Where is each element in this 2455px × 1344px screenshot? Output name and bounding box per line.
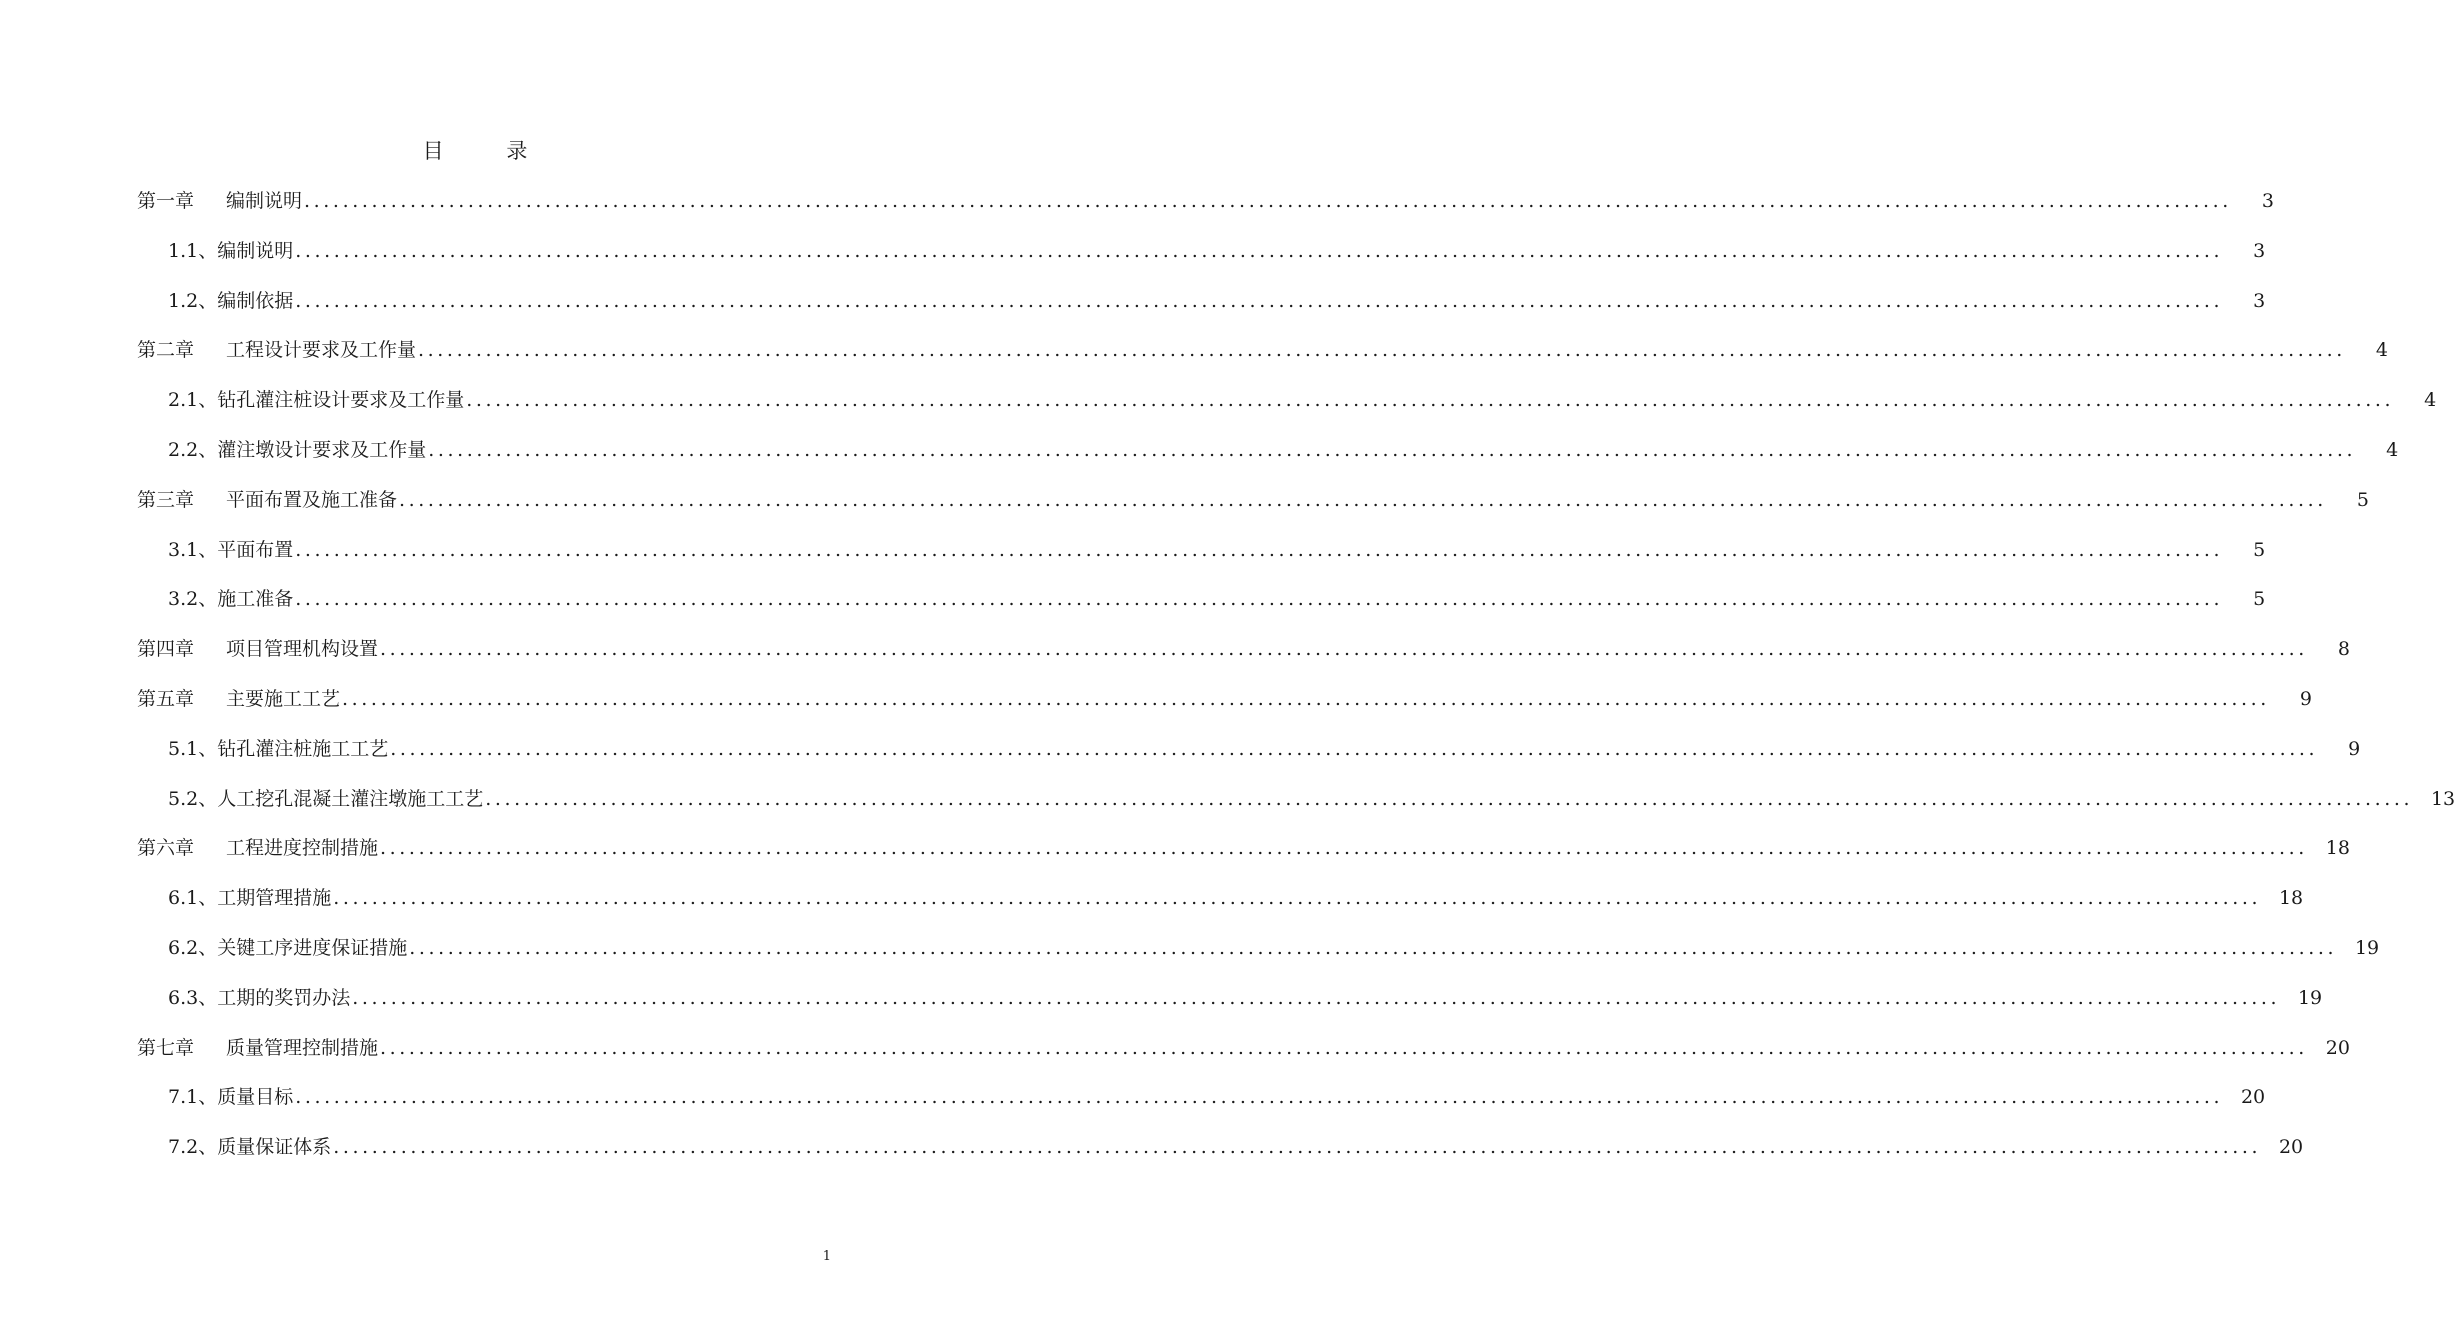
toc-entry-label <box>137 686 340 712</box>
toc-list <box>0 188 2455 1184</box>
toc-entry-page: 5 <box>2356 488 2369 511</box>
toc-dot-leader: ........................................................................................................................................................................................................ <box>399 488 2327 511</box>
toc-entry-label <box>168 786 483 812</box>
toc-entry-label <box>137 188 302 214</box>
toc-entry-text: 灌注墩设计要求及工作量 <box>217 438 427 461</box>
toc-entry-number: 第三章 <box>137 488 195 511</box>
toc-entry-page: 4 <box>2386 438 2399 461</box>
toc-entry-section[interactable] <box>0 586 2266 636</box>
toc-entry-page: 19 <box>2354 936 2380 959</box>
toc-entry-label <box>137 1035 378 1061</box>
toc-entry-section[interactable] <box>0 736 2361 786</box>
toc-entry-label <box>168 1084 293 1110</box>
toc-entry-label <box>168 985 350 1011</box>
toc-entry-number: 3.1、 <box>168 538 218 561</box>
toc-entry-number: 7.2、 <box>168 1136 218 1159</box>
toc-entry-section[interactable] <box>0 387 2437 437</box>
toc-entry-section[interactable] <box>0 985 2323 1035</box>
toc-dot-leader: ........................................................................................................................................................................................................ <box>333 887 2262 910</box>
toc-dot-leader: ........................................................................................................................................................................................................ <box>380 1036 2308 1059</box>
toc-entry-text: 平面布置 <box>217 538 294 561</box>
toc-entry-page: 4 <box>2375 339 2388 362</box>
toc-entry-number: 第五章 <box>137 687 195 710</box>
toc-entry-label <box>168 238 293 264</box>
toc-entry-page: 3 <box>2261 190 2274 212</box>
toc-entry-text: 人工挖孔混凝土灌注墩施工工艺 <box>217 787 484 810</box>
toc-entry-chapter[interactable] <box>0 1035 2350 1085</box>
toc-entry-page: 18 <box>2325 837 2350 860</box>
toc-entry-number: 7.1、 <box>168 1086 218 1109</box>
toc-entry-text: 工程设计要求及工作量 <box>226 339 417 362</box>
toc-entry-label <box>168 885 331 911</box>
toc-dot-leader: ........................................................................................................................................................................................................ <box>428 438 2357 461</box>
toc-entry-number: 第二章 <box>137 339 195 362</box>
toc-entry-text: 钻孔灌注桩设计要求及工作量 <box>217 389 465 412</box>
toc-dot-leader: ........................................................................................................................................................................................................ <box>295 239 2224 262</box>
toc-entry-number: 1.2、 <box>168 289 218 312</box>
page-number: 1 <box>822 1249 831 1264</box>
toc-entry-label <box>168 437 426 463</box>
toc-entry-text: 质量目标 <box>217 1086 294 1109</box>
toc-dot-leader: ........................................................................................................................................................................................................ <box>418 339 2346 362</box>
toc-entry-chapter[interactable] <box>0 686 2312 736</box>
toc-dot-leader: ........................................................................................................................................................................................................ <box>342 687 2270 710</box>
toc-dot-leader: ........................................................................................................................................................................................................ <box>409 936 2338 959</box>
toc-entry-number: 3.2、 <box>168 588 218 611</box>
toc-entry-section[interactable] <box>0 437 2399 487</box>
toc-entry-page: 8 <box>2337 638 2350 661</box>
toc-dot-leader: ........................................................................................................................................................................................................ <box>333 1136 2262 1159</box>
toc-entry-number: 5.2、 <box>168 787 218 810</box>
toc-entry-page: 9 <box>2299 687 2312 710</box>
toc-entry-label <box>168 1134 331 1160</box>
toc-dot-leader: ........................................................................................................................................................................................................ <box>380 638 2308 661</box>
toc-entry-text: 关键工序进度保证措施 <box>217 936 408 959</box>
toc-entry-number: 2.2、 <box>168 438 218 461</box>
toc-entry-page: 20 <box>2325 1036 2350 1059</box>
toc-entry-text: 编制说明 <box>217 239 294 262</box>
toc-entry-label <box>168 736 388 762</box>
toc-entry-chapter[interactable] <box>0 835 2350 885</box>
toc-entry-number: 第四章 <box>137 638 195 661</box>
toc-entry-label <box>168 288 293 314</box>
toc-entry-text: 工程进度控制措施 <box>226 837 379 860</box>
toc-entry-label <box>137 835 378 861</box>
toc-entry-text: 工期的奖罚办法 <box>217 986 351 1009</box>
toc-title: 目 录 <box>422 139 556 163</box>
toc-entry-page: 9 <box>2348 737 2361 760</box>
toc-entry-text: 工期管理措施 <box>217 887 332 910</box>
toc-entry-chapter[interactable] <box>0 337 2388 387</box>
toc-dot-leader: ........................................................................................................................................................................................................ <box>295 1086 2224 1109</box>
toc-entry-number: 6.2、 <box>168 936 218 959</box>
toc-dot-leader: ........................................................................................................................................................................................................ <box>304 190 2232 212</box>
toc-entry-chapter[interactable] <box>0 487 2369 537</box>
toc-entry-page: 3 <box>2253 289 2266 312</box>
toc-entry-page: 5 <box>2253 538 2266 561</box>
toc-entry-label <box>137 337 416 363</box>
toc-entry-number: 2.1、 <box>168 389 218 412</box>
toc-dot-leader: ........................................................................................................................................................................................................ <box>466 389 2395 412</box>
toc-entry-section[interactable] <box>0 1084 2266 1134</box>
toc-entry-text: 主要施工工艺 <box>226 687 341 710</box>
toc-entry-number: 6.1、 <box>168 887 218 910</box>
toc-entry-section[interactable] <box>0 935 2380 985</box>
toc-dot-leader: ........................................................................................................................................................................................................ <box>352 986 2281 1009</box>
toc-entry-number: 5.1、 <box>168 737 218 760</box>
toc-entry-page: 18 <box>2278 887 2304 910</box>
toc-entry-label <box>137 636 378 662</box>
toc-entry-label <box>168 935 407 961</box>
toc-entry-chapter[interactable] <box>0 636 2350 686</box>
toc-entry-text: 施工准备 <box>217 588 294 611</box>
toc-entry-page: 4 <box>2424 389 2437 412</box>
toc-entry-page: 19 <box>2297 986 2323 1009</box>
toc-entry-number: 1.1、 <box>168 239 218 262</box>
toc-entry-page: 3 <box>2253 239 2266 262</box>
toc-dot-leader: ........................................................................................................................................................................................................ <box>380 837 2308 860</box>
toc-entry-text: 编制依据 <box>217 289 294 312</box>
toc-dot-leader: ........................................................................................................................................................................................................ <box>295 538 2224 561</box>
toc-entry-number: 第六章 <box>137 837 195 860</box>
toc-entry-label <box>137 487 397 513</box>
toc-entry-section[interactable] <box>0 786 2455 836</box>
toc-entry-page: 20 <box>2278 1136 2304 1159</box>
toc-entry-text: 项目管理机构设置 <box>226 638 379 661</box>
toc-dot-leader: ........................................................................................................................................................................................................ <box>295 289 2224 312</box>
toc-entry-section[interactable] <box>0 537 2266 587</box>
toc-entry-section[interactable] <box>0 288 2266 338</box>
toc-entry-chapter[interactable] <box>0 188 2274 238</box>
toc-dot-leader: ........................................................................................................................................................................................................ <box>295 588 2224 611</box>
toc-entry-label <box>168 537 293 563</box>
toc-entry-section[interactable] <box>0 238 2266 288</box>
toc-entry-number: 6.3、 <box>168 986 218 1009</box>
toc-dot-leader: ........................................................................................................................................................................................................ <box>390 737 2319 760</box>
toc-entry-label <box>168 586 293 612</box>
toc-entry-page: 20 <box>2240 1086 2266 1109</box>
toc-entry-number: 第一章 <box>137 190 195 212</box>
toc-entry-section[interactable] <box>0 885 2304 935</box>
toc-entry-text: 钻孔灌注桩施工工艺 <box>217 737 389 760</box>
toc-entry-page: 13 <box>2430 787 2455 810</box>
toc-entry-label <box>168 387 464 413</box>
toc-entry-number: 第七章 <box>137 1036 195 1059</box>
toc-entry-page: 5 <box>2253 588 2266 611</box>
toc-entry-text: 质量管理控制措施 <box>226 1036 379 1059</box>
toc-entry-text: 平面布置及施工准备 <box>226 488 398 511</box>
toc-entry-text: 质量保证体系 <box>217 1136 332 1159</box>
toc-entry-section[interactable] <box>0 1134 2304 1184</box>
toc-dot-leader: ........................................................................................................................................................................................................ <box>485 787 2414 810</box>
toc-entry-text: 编制说明 <box>226 190 303 212</box>
